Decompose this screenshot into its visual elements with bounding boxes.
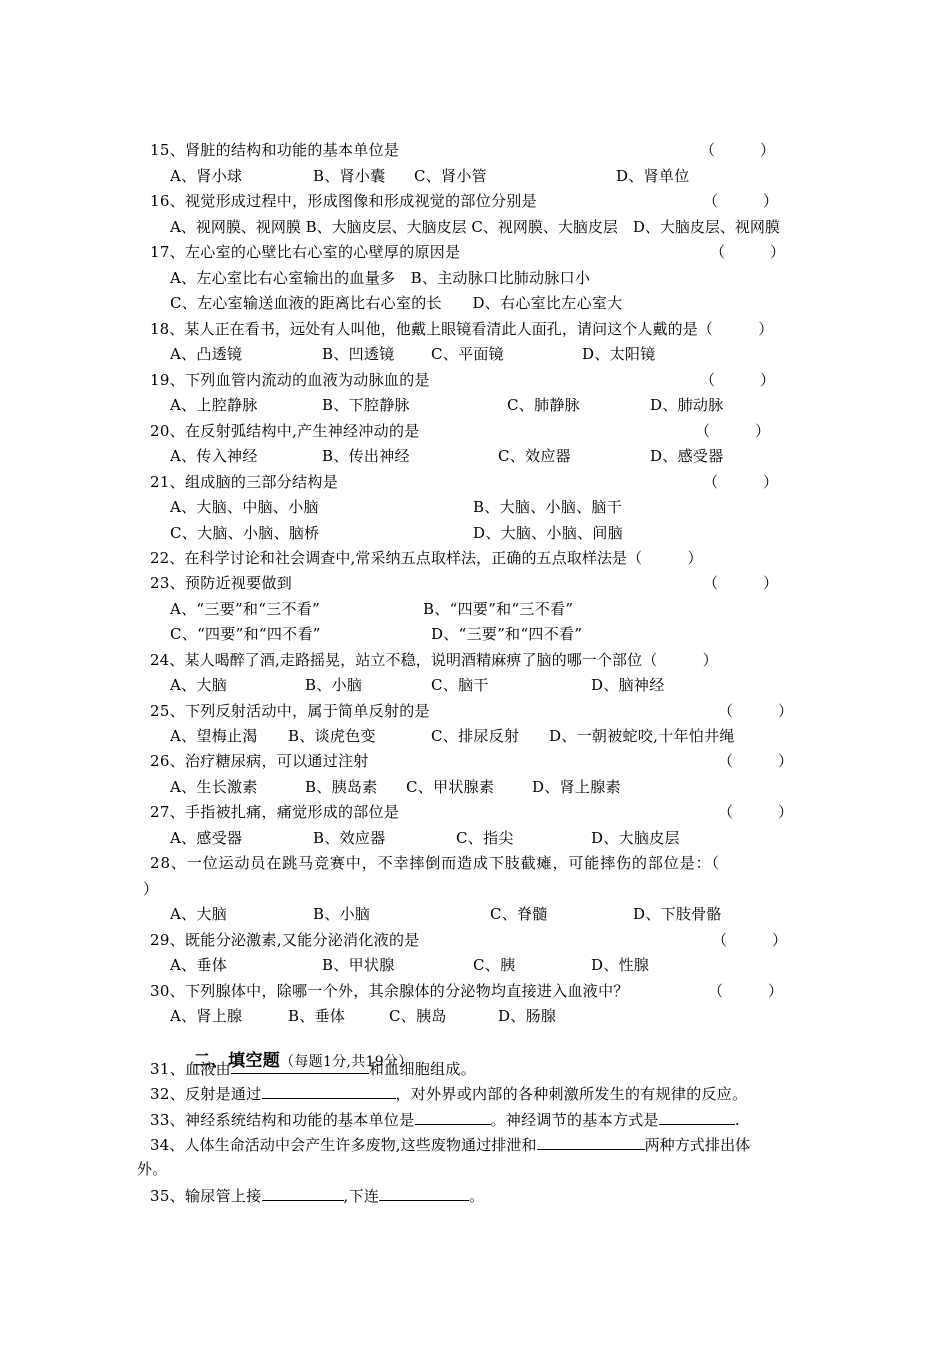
answer-paren-20: （ ） bbox=[695, 422, 771, 440]
q30-option-b: B、垂体 bbox=[288, 1007, 346, 1025]
q35-blank-1[interactable] bbox=[262, 1184, 344, 1201]
q23-option-c: C、“四要”和“四不看” bbox=[170, 625, 321, 643]
answer-paren-29: （ ） bbox=[712, 931, 788, 949]
question-19: 19、下列血管内流动的血液为动脉血的是 bbox=[150, 371, 430, 389]
q30-option-c: C、胰岛 bbox=[389, 1007, 447, 1025]
q29-option-c: C、胰 bbox=[473, 956, 516, 974]
q20-option-b: B、传出神经 bbox=[322, 447, 410, 465]
answer-paren-23: （ ） bbox=[703, 574, 779, 592]
question-26: 26、治疗糖尿病，可以通过注射 bbox=[150, 752, 369, 770]
question-34-continued: 外。 bbox=[137, 1160, 168, 1178]
q18-option-d: D、太阳镜 bbox=[582, 345, 656, 363]
q23-option-b: B、“四要”和“三不看” bbox=[423, 600, 574, 618]
q35-blank-2[interactable] bbox=[379, 1184, 469, 1201]
q28-option-d: D、下肢骨骼 bbox=[633, 905, 722, 923]
answer-paren-21: （ ） bbox=[703, 473, 779, 491]
question-17: 17、左心室的心壁比右心室的心壁厚的原因是 bbox=[150, 243, 461, 261]
q31-blank[interactable] bbox=[231, 1057, 369, 1074]
q27-option-b: B、效应器 bbox=[313, 829, 386, 847]
q33-blank-2[interactable] bbox=[659, 1108, 735, 1125]
q15-option-c: C、肾小管 bbox=[414, 167, 487, 185]
q27-option-d: D、大脑皮层 bbox=[591, 829, 680, 847]
question-23: 23、预防近视要做到 bbox=[150, 574, 293, 592]
q21-option-b: B、大脑、小脑、脑干 bbox=[473, 498, 623, 516]
q32-text-b: ，对外界或内部的各种刺激所发生的有规律的反应。 bbox=[395, 1085, 748, 1103]
q33-text-a: 33、神经系统结构和功能的基本单位是 bbox=[150, 1111, 415, 1129]
answer-paren-28: ） bbox=[143, 880, 159, 898]
question-21: 21、组成脑的三部分结构是 bbox=[150, 473, 338, 491]
q31-text-b: 和血细胞组成。 bbox=[368, 1060, 476, 1078]
q27-option-c: C、指尖 bbox=[456, 829, 514, 847]
q32-blank[interactable] bbox=[262, 1082, 396, 1099]
question-33 bbox=[150, 1108, 740, 1130]
q17-options-ab: A、左心室比右心室输出的血量多 B、主动脉口比肺动脉口小 bbox=[170, 269, 591, 287]
section-2-title: 二、填空题 bbox=[193, 1051, 281, 1071]
q23-option-a: A、“三要”和“三不看” bbox=[170, 600, 321, 618]
q17-options-cd: C、左心室输送血液的距离比右心室的长 D、右心室比左心室大 bbox=[170, 294, 623, 312]
q32-text-a: 32、反射是通过 bbox=[150, 1085, 262, 1103]
q20-option-c: C、效应器 bbox=[498, 447, 571, 465]
q16-options: A、视网膜、视网膜 B、大脑皮层、大脑皮层 C、视网膜、大脑皮层 D、大脑皮层、视网膜 bbox=[170, 218, 780, 236]
q21-option-d: D、大脑、小脑、间脑 bbox=[473, 524, 624, 542]
answer-paren-19: （ ） bbox=[700, 371, 776, 389]
q19-option-b: B、下腔静脉 bbox=[322, 396, 410, 414]
question-31 bbox=[150, 1057, 476, 1079]
question-30: 30、下列腺体中，除哪一个外，其余腺体的分泌物均直接进入血液中？ bbox=[150, 982, 629, 1000]
q24-option-b: B、小脑 bbox=[305, 676, 363, 694]
q33-blank-1[interactable] bbox=[415, 1108, 491, 1125]
q25-option-c: C、排尿反射 bbox=[431, 727, 520, 745]
q25-option-a: A、望梅止渴 bbox=[170, 727, 258, 745]
q19-option-d: D、肺动脉 bbox=[650, 396, 724, 414]
question-34 bbox=[150, 1133, 750, 1155]
answer-paren-15: （ ） bbox=[700, 141, 776, 159]
question-15: 15、肾脏的结构和功能的基本单位是 bbox=[150, 141, 400, 159]
question-22: 22、在科学讨论和社会调查中,常采纳五点取样法，正确的五点取样法是（ ） bbox=[150, 549, 703, 567]
q18-option-a: A、凸透镜 bbox=[170, 345, 243, 363]
q24-option-d: D、脑神经 bbox=[591, 676, 665, 694]
answer-paren-30: （ ） bbox=[708, 982, 784, 1000]
answer-paren-17: （ ） bbox=[710, 243, 786, 261]
q25-option-d: D、一朝被蛇咬,十年怕井绳 bbox=[549, 727, 735, 745]
q24-option-c: C、脑干 bbox=[431, 676, 489, 694]
q25-option-b: B、谈虎色变 bbox=[288, 727, 376, 745]
q18-option-c: C、平面镜 bbox=[431, 345, 504, 363]
q28-option-c: C、脊髓 bbox=[490, 905, 548, 923]
q35-text-a: 35、输尿管上接 bbox=[150, 1187, 262, 1205]
q21-option-c: C、大脑、小脑、脑桥 bbox=[170, 524, 320, 542]
question-24: 24、某人喝醉了酒,走路摇晃，站立不稳，说明酒精麻痹了脑的哪一个部位（ ） bbox=[150, 651, 718, 669]
q23-option-d: D、“三要”和“四不看” bbox=[431, 625, 583, 643]
q26-option-a: A、生长激素 bbox=[170, 778, 258, 796]
q30-option-a: A、肾上腺 bbox=[170, 1007, 243, 1025]
q15-option-b: B、肾小囊 bbox=[313, 167, 386, 185]
q35-text-b: ,下连 bbox=[343, 1187, 380, 1205]
q33-text-c: . bbox=[734, 1111, 740, 1129]
q19-option-a: A、上腔静脉 bbox=[170, 396, 258, 414]
question-35 bbox=[150, 1184, 484, 1206]
answer-paren-25: （ ） bbox=[718, 702, 794, 720]
q24-option-a: A、大脑 bbox=[170, 676, 228, 694]
question-25: 25、下列反射活动中，属于简单反射的是 bbox=[150, 702, 430, 720]
q21-option-a: A、大脑、中脑、小脑 bbox=[170, 498, 319, 516]
q34-blank[interactable] bbox=[537, 1133, 645, 1150]
question-27: 27、手指被扎痛，痛觉形成的部位是 bbox=[150, 803, 400, 821]
question-29: 29、既能分泌激素,又能分泌消化液的是 bbox=[150, 931, 420, 949]
q28-option-b: B、小脑 bbox=[313, 905, 371, 923]
answer-paren-27: （ ） bbox=[718, 803, 794, 821]
q29-option-b: B、甲状腺 bbox=[322, 956, 395, 974]
q34-text-b: 两种方式排出体 bbox=[644, 1136, 751, 1154]
q31-text-a: 31、血液由 bbox=[150, 1060, 231, 1078]
q19-option-c: C、肺静脉 bbox=[507, 396, 580, 414]
q33-text-b: 。神经调节的基本方式是 bbox=[490, 1111, 659, 1129]
q29-option-d: D、性腺 bbox=[591, 956, 650, 974]
q34-text-a: 34、人体生命活动中会产生许多废物,这些废物通过排泄和 bbox=[150, 1136, 537, 1154]
q20-option-d: D、感受器 bbox=[650, 447, 724, 465]
question-18: 18、某人正在看书，远处有人叫他，他戴上眼镜看清此人面孔，请问这个人戴的是（ ） bbox=[150, 320, 774, 338]
answer-paren-16: （ ） bbox=[703, 192, 779, 210]
q29-option-a: A、垂体 bbox=[170, 956, 228, 974]
question-28: 28、一位运动员在跳马竞赛中，不幸摔倒而造成下肢截瘫，可能摔伤的部位是：（ bbox=[150, 854, 720, 872]
section-2-note: （每题1分,共19分） bbox=[280, 1054, 413, 1070]
q26-option-c: C、甲状腺素 bbox=[406, 778, 495, 796]
answer-paren-26: （ ） bbox=[718, 752, 794, 770]
q28-option-a: A、大脑 bbox=[170, 905, 228, 923]
question-20: 20、在反射弧结构中,产生神经冲动的是 bbox=[150, 422, 420, 440]
question-16: 16、视觉形成过程中，形成图像和形成视觉的部位分别是 bbox=[150, 192, 537, 210]
q30-option-d: D、肠腺 bbox=[498, 1007, 557, 1025]
q27-option-a: A、感受器 bbox=[170, 829, 243, 847]
q15-option-a: A、肾小球 bbox=[170, 167, 243, 185]
q35-text-c: 。 bbox=[469, 1187, 485, 1205]
q20-option-a: A、传入神经 bbox=[170, 447, 258, 465]
q26-option-b: B、胰岛素 bbox=[305, 778, 378, 796]
question-32 bbox=[150, 1082, 747, 1104]
q26-option-d: D、肾上腺素 bbox=[532, 778, 621, 796]
q18-option-b: B、凹透镜 bbox=[322, 345, 395, 363]
q15-option-d: D、肾单位 bbox=[616, 167, 690, 185]
